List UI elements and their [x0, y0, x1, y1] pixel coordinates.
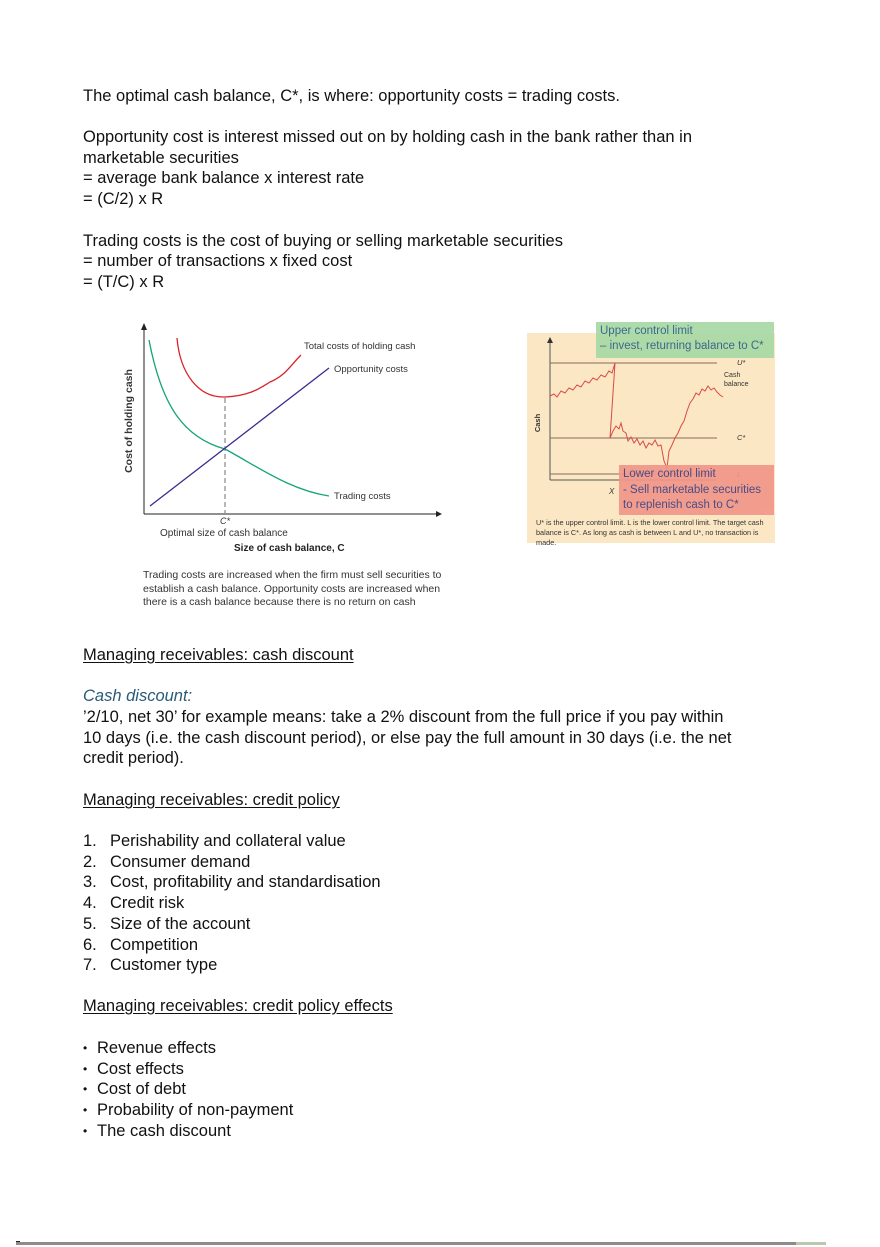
trading-cost-formula-words: = number of transactions x fixed cost — [83, 252, 353, 270]
c-star-target-label: C* — [737, 433, 746, 442]
list-item: • Revenue effects — [83, 1039, 216, 1057]
list-item: • The cash discount — [83, 1121, 231, 1140]
cash-balance-label-1: Cash — [724, 372, 741, 379]
cash-discount-text-2: 10 days (i.e. the cash discount period), or else pay the full amount in 30 days (i.e. the net — [83, 729, 732, 747]
credit-policy-effects-list — [83, 1038, 293, 1142]
bullet-icon: • — [83, 1082, 88, 1097]
opportunity-cost-definition: Opportunity cost is interest missed out on by holding cash in the bank rather than in — [83, 128, 693, 146]
list-item: 7. Customer type — [83, 956, 218, 975]
optimal-cash-statement: The optimal cash balance, C*, is where: opportunity costs = trading costs. — [83, 87, 620, 105]
opportunity-costs-label: Opportunity costs — [334, 364, 408, 375]
trading-costs-label: Trading costs — [334, 491, 391, 502]
cash-discount-text-3: credit period). — [83, 749, 184, 767]
trading-cost-formula: = (T/C) x R — [83, 273, 165, 291]
cash-discount-heading: Managing receivables: cash discount — [83, 646, 354, 664]
y-axis-label: Cost of holding cash — [123, 369, 135, 473]
cost-of-holding-cash-figure — [110, 318, 460, 608]
bullet-icon: • — [83, 1041, 88, 1055]
opportunity-cost-formula-words: = average bank balance x interest rate — [83, 169, 365, 187]
list-item: 5. Size of the account — [83, 914, 251, 933]
footer-divider — [16, 1242, 796, 1245]
figure1-caption: Trading costs are increased when the firm must sell securities to establish a cash balance. Opportunity costs are increased when there is a cash balance because there is no return on cash — [143, 569, 442, 608]
cash-balance-label-2: balance — [724, 381, 749, 388]
bullet-icon: • — [83, 1061, 88, 1076]
lower-control-limit-callout: Lower control limit - Sell marketable securities to replenish cash to C* — [619, 465, 774, 515]
list-item: 4. Credit risk — [83, 894, 185, 913]
list-item: 3. Cost, profitability and standardisation — [83, 873, 381, 892]
optimal-size-label: Optimal size of cash balance — [160, 528, 288, 539]
u-star-label: U* — [737, 358, 746, 367]
credit-policy-list — [83, 831, 381, 976]
opportunity-cost-formula: = (C/2) x R — [83, 190, 164, 208]
list-item: • Probability of non-payment — [83, 1101, 294, 1120]
cash-discount-subheading: Cash discount: — [83, 687, 193, 705]
credit-policy-heading: Managing receivables: credit policy — [83, 791, 340, 809]
figure2-caption: U* is the upper control limit. L is the lower control limit. The target cash balance is C*. As long as cash is between L and U*, no transaction is made. — [536, 518, 764, 547]
credit-policy-effects-heading: Managing receivables: credit policy effects — [83, 997, 393, 1015]
bullet-icon: • — [83, 1103, 88, 1118]
list-item: • Cost of debt — [83, 1080, 186, 1099]
list-item: • Cost effects — [83, 1059, 184, 1078]
footer-divider-tail — [796, 1242, 826, 1245]
list-item: 6. Competition — [83, 935, 199, 954]
x-label: X — [609, 487, 615, 496]
list-item: 2. Consumer demand — [83, 852, 251, 871]
list-item: 1. Perishability and collateral value — [83, 832, 346, 850]
opportunity-cost-definition-cont: marketable securities — [83, 149, 239, 167]
c-star-label: C* — [220, 516, 231, 526]
total-costs-label: Total costs of holding cash — [304, 341, 416, 352]
cash-discount-text-1: ’2/10, net 30’ for example means: take a 2% discount from the full price if you pay within — [83, 708, 724, 726]
upper-control-limit-callout: Upper control limit – invest, returning balance to C* — [596, 322, 774, 358]
bullet-icon: • — [83, 1123, 88, 1138]
cash-axis-label: Cash — [533, 413, 542, 433]
x-axis-label: Size of cash balance, C — [234, 543, 345, 554]
cost-curves-chart — [110, 318, 460, 568]
trading-cost-definition: Trading costs is the cost of buying or selling marketable securities — [83, 232, 563, 250]
